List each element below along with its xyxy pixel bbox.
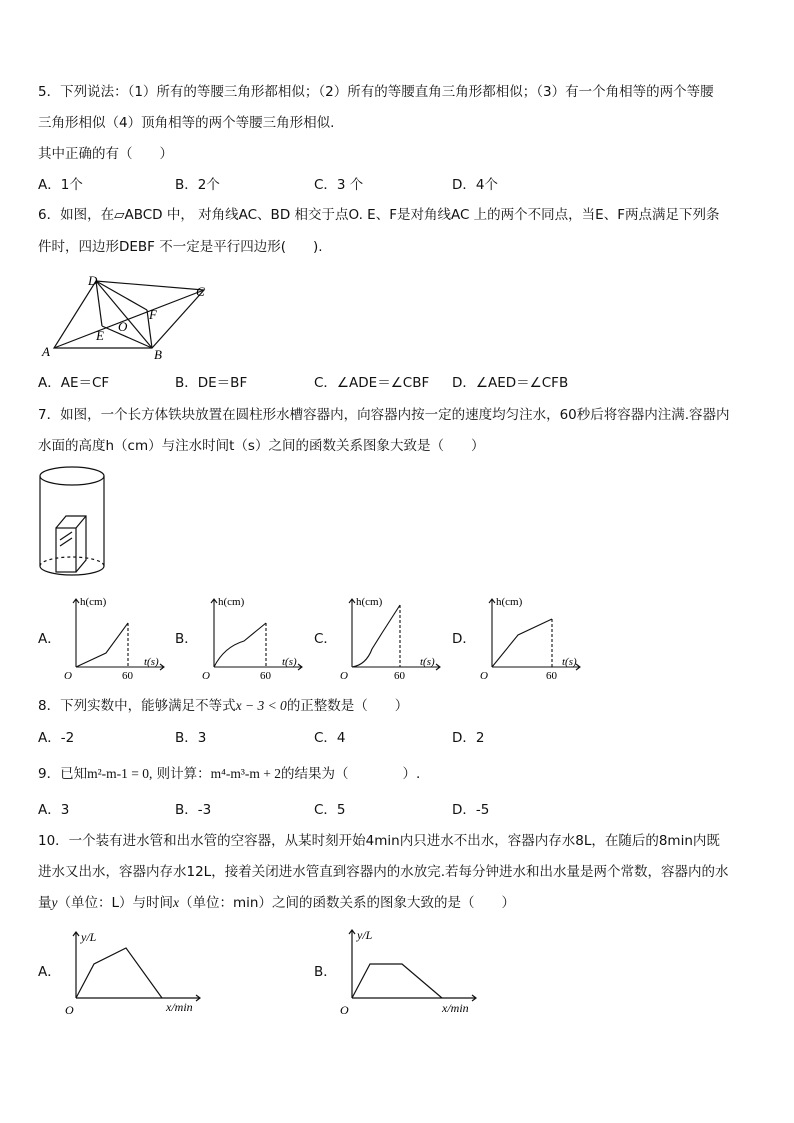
q7-option-d: D．: [452, 631, 476, 647]
q8-option-c: C．4: [314, 730, 346, 746]
q10-var-y: y: [51, 895, 58, 910]
q7a-xlabel: t(s): [144, 656, 159, 668]
q7-text-line2: 水面的高度h（cm）与注水时间t（s）之间的函数关系图象大致是（ ）: [38, 438, 485, 454]
point-e-label: E: [96, 328, 104, 343]
q9-option-d: D．-5: [452, 802, 490, 818]
q7d-origin: O: [480, 670, 488, 682]
point-b-label: B: [154, 347, 162, 362]
q8-text-line1: [38, 697, 408, 715]
q7c-origin: O: [340, 670, 348, 682]
q7b-ylabel: h(cm): [218, 596, 245, 608]
q6-text-line2: 件时，四边形DEBF 不一定是平行四边形( ).: [38, 239, 323, 255]
q9-condition: m²-m-1 = 0,: [87, 766, 153, 781]
q10a-xlabel: x/min: [166, 1000, 193, 1014]
q7-graph-d: [476, 593, 591, 683]
q5-text-line3: 其中正确的有（ ）: [38, 146, 173, 162]
q8-option-a: A．-2: [38, 730, 75, 746]
q10b-xlabel: x/min: [442, 1001, 469, 1015]
q7c-tick: 60: [394, 670, 405, 682]
parallelogram-figure: [34, 268, 214, 364]
q7-graph-c: [336, 593, 451, 683]
q10a-ylabel: y/L: [81, 930, 97, 944]
q5-text-line2: 三角形相似（4）顶角相等的两个等腰三角形相似.: [38, 115, 335, 131]
q6-option-c: C．∠ADE＝∠CBF: [314, 375, 430, 391]
q9-option-b: B．-3: [175, 802, 212, 818]
q9-text-line1: [38, 765, 420, 783]
q7c-ylabel: h(cm): [356, 596, 383, 608]
q6-option-b: B．DE＝BF: [175, 375, 248, 391]
q6-option-a: A．AE＝CF: [38, 375, 110, 391]
q10-graph-b: [338, 922, 488, 1018]
q7c-xlabel: t(s): [420, 656, 435, 668]
q7b-xlabel: t(s): [282, 656, 297, 668]
q10-option-a: A．: [38, 964, 61, 980]
q5-text-line1: 5．下列说法：（1）所有的等腰三角形都相似；（2）所有的等腰直角三角形都相似；（3）有一个角相等的两个等腰: [38, 84, 714, 100]
q10-option-b: B．: [314, 964, 337, 980]
q5-option-b: B．2个: [175, 177, 220, 193]
q7d-tick: 60: [546, 670, 557, 682]
q9-expression: m⁴-m³-m + 2: [210, 766, 282, 781]
q10-text-line2: 进水又出水，容器内存水12L，接着关闭进水管直到容器内的水放完.若每分钟进水和出水量是两个常数，容器内的水: [38, 864, 729, 880]
q7-option-c: C．: [314, 631, 337, 647]
q10-graph-a: [62, 926, 212, 1018]
q5-option-a: A．1个: [38, 177, 83, 193]
q9-option-a: A．3: [38, 802, 70, 818]
q8-option-b: B．3: [175, 730, 207, 746]
q9-text-post: 的结果为（ ）.: [281, 766, 421, 782]
q7-option-a: A．: [38, 631, 61, 647]
q7-graph-a: [60, 593, 175, 683]
q7d-xlabel: t(s): [562, 656, 577, 668]
point-c-label: C: [196, 284, 205, 299]
q7-text-line1: 7．如图，一个长方体铁块放置在圆柱形水槽容器内，向容器内按一定的速度均匀注水，60秒后将容器内注满.容器内: [38, 407, 730, 423]
q7b-tick: 60: [260, 670, 271, 682]
q8-text-post: 的正整数是（ ）: [286, 698, 409, 714]
q10-var-x: x: [173, 895, 180, 910]
q10b-origin: O: [340, 1003, 349, 1017]
q6-option-d: D．∠AED＝∠CFB: [452, 375, 569, 391]
q8-inequality: x − 3 < 0: [235, 698, 287, 713]
q6-text-line1: 6．如图，在▱ABCD 中， 对角线AC、BD 相交于点O. E、F是对角线AC 上的两个不同点，当E、F两点满足下列条: [38, 207, 720, 223]
q5-option-c: C．3 个: [314, 177, 364, 193]
q7a-tick: 60: [122, 670, 133, 682]
q10a-origin: O: [65, 1003, 74, 1017]
point-a-label: A: [42, 344, 50, 359]
q7a-ylabel: h(cm): [80, 596, 107, 608]
q10-text-line3: [38, 894, 515, 912]
q8-option-d: D．2: [452, 730, 485, 746]
q5-option-d: D．4个: [452, 177, 498, 193]
q7-option-b: B．: [175, 631, 198, 647]
q10-text-line1: 10．一个装有进水管和出水管的空容器，从某时刻开始4min内只进水不出水，容器内存水8L，在随后的8min内既: [38, 833, 720, 849]
point-d-label: D: [88, 273, 98, 288]
q9-text-pre: 9．已知: [38, 766, 88, 782]
q10-text-pre: 量: [38, 895, 52, 911]
q10-text-mid2: （单位：min）之间的函数关系的图象大致的是（ ）: [179, 895, 515, 911]
q9-option-c: C．5: [314, 802, 346, 818]
q8-text-pre: 8．下列实数中，能够满足不等式: [38, 698, 236, 714]
cylinder-tank-figure: [36, 462, 110, 580]
q7b-origin: O: [202, 670, 210, 682]
q9-text-mid: 则计算：: [152, 766, 211, 782]
point-o-label: O: [118, 319, 128, 334]
q10b-ylabel: y/L: [357, 928, 373, 942]
q7-graph-b: [198, 593, 313, 683]
q7d-ylabel: h(cm): [496, 596, 523, 608]
q7a-origin: O: [64, 670, 72, 682]
q10-text-mid1: （单位：L）与时间: [57, 895, 174, 911]
point-f-label: F: [149, 307, 157, 322]
